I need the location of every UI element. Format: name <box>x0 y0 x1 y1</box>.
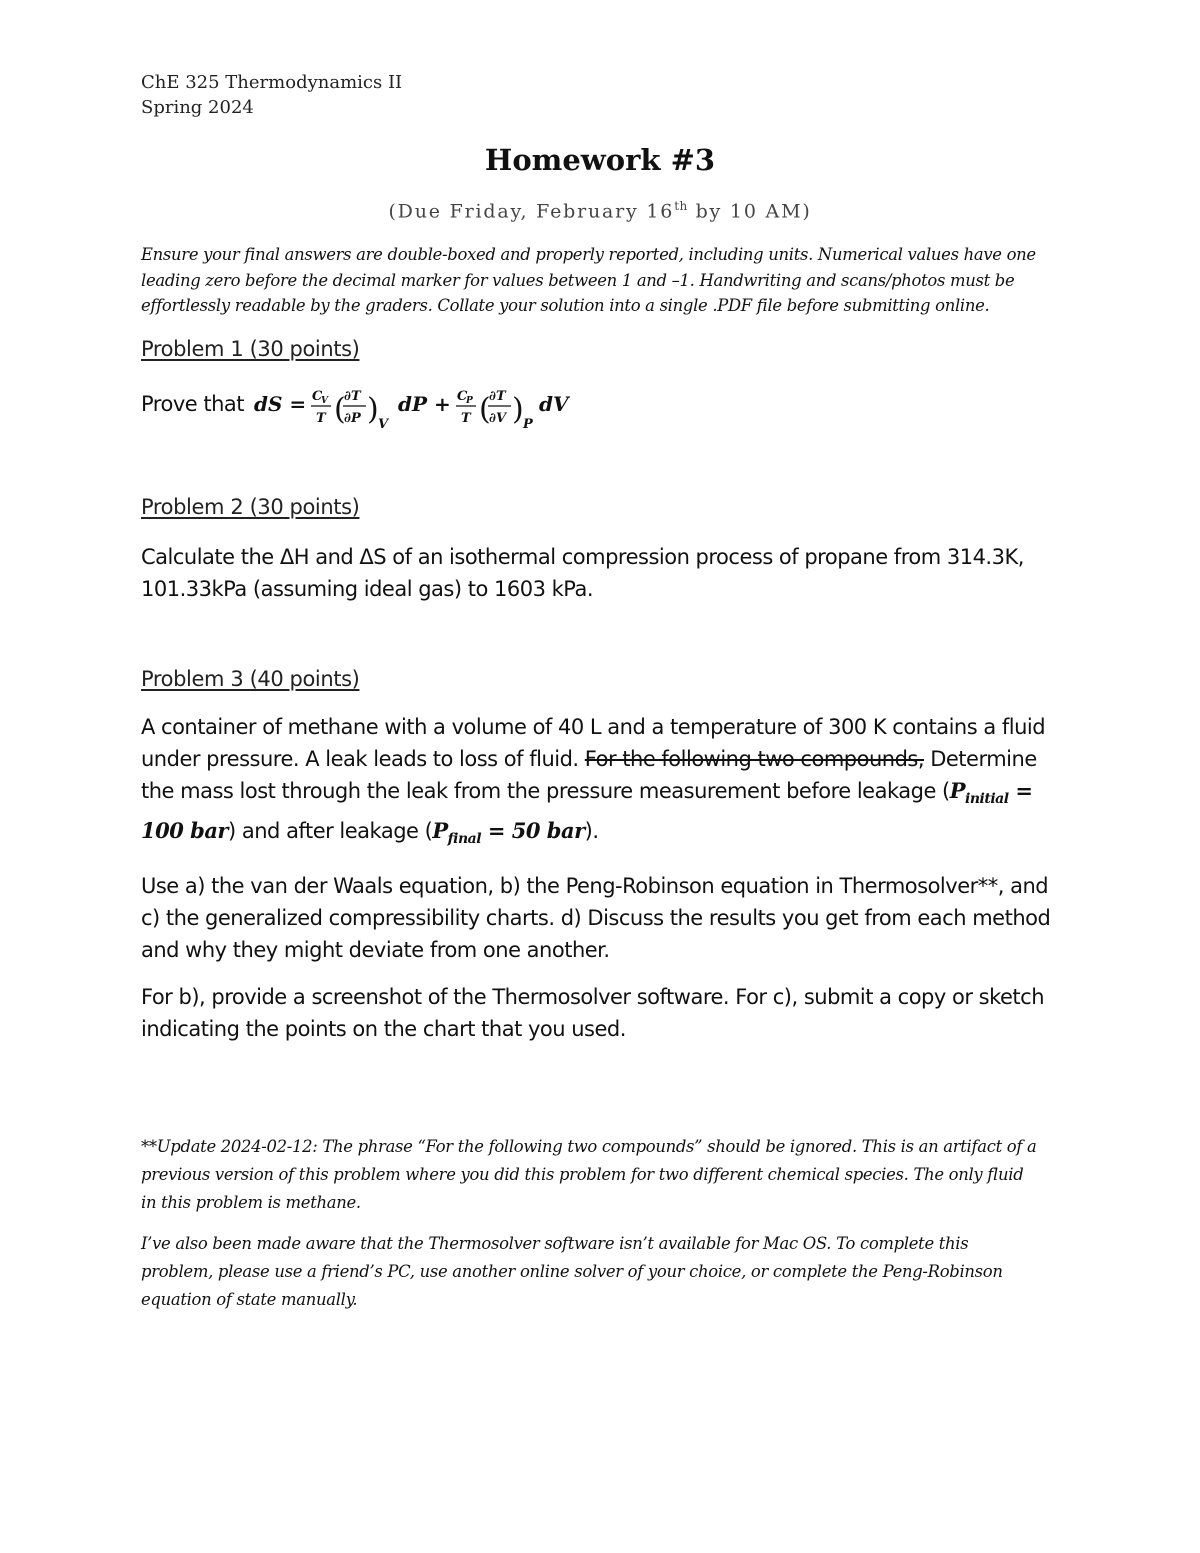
term: Spring 2024 <box>141 97 254 118</box>
v-subscript: V <box>378 417 389 432</box>
p-final-symbol: P <box>432 818 448 843</box>
cv-subscript: V <box>321 396 328 406</box>
problem-3-paragraph-1 <box>141 711 1071 855</box>
left-paren: ( <box>334 392 346 427</box>
dV-term: dV <box>539 392 569 416</box>
dV-denominator: ∂V <box>489 411 507 426</box>
entropy-equation <box>141 380 601 432</box>
update-note: **Update 2024-02-12: The phrase “For the following two compounds” should be ignored. This is an artifact of a previous version of this problem where you did this problem for two different chemical species. The only fluid in this problem is methane. <box>141 1137 1037 1212</box>
instructions: Ensure your final answers are double-boxed and properly reported, including units. Numerical values have one leading zero before the decimal marker for values between 1 and –1. Handwriting and scans/photos must be effortlessly readable by the graders. Collate your solution into a single .PDF file before submitting online. <box>141 245 1036 315</box>
problem-1-statement <box>141 380 601 432</box>
problem-2-text <box>141 541 1071 620</box>
p-initial-subscript: initial <box>965 791 1009 807</box>
page-title: Homework #3 <box>484 143 716 177</box>
t-denominator: T <box>461 411 471 426</box>
dP-term: dP + <box>398 392 451 416</box>
equation-lhs: dS = <box>254 392 307 416</box>
due-date-time: by 10 AM) <box>687 200 812 223</box>
dT-numerator: ∂T <box>489 389 506 404</box>
problem-3-task: Determine the mass lost through the leak from the pressure measurement before leakage ( <box>141 747 1037 803</box>
due-date-ordinal: th <box>674 199 688 213</box>
problem-1-heading: Problem 1 (30 points) <box>141 337 360 361</box>
problem-3-connector: ) and after leakage ( <box>228 819 433 843</box>
due-date-text: (Due Friday, February 16 <box>388 200 675 223</box>
course-name: ChE 325 Thermodynamics II <box>141 72 403 93</box>
t-denominator: T <box>316 411 326 426</box>
update-notes <box>141 1133 1041 1327</box>
cp-subscript: P <box>466 396 473 406</box>
problem-2-heading: Problem 2 (30 points) <box>141 495 360 519</box>
problem-3-paragraph-2: Use a) the van der Waals equation, b) the Peng-Robinson equation in Thermosolver**, and c) the generalized compressibility charts. d) Discuss the results you get from each method and why they might deviate from one another. <box>141 874 1051 962</box>
struck-phrase: For the following two compounds, <box>584 747 925 771</box>
p-final-subscript: final <box>447 831 482 847</box>
p-initial-symbol: P <box>949 778 966 803</box>
p-final-value: = 50 bar <box>481 818 585 843</box>
p-initial-value: = 100 bar <box>141 778 1033 843</box>
left-paren: ( <box>479 392 491 427</box>
right-paren: ) <box>512 392 524 427</box>
problem-3-paragraph-3: For b), provide a screenshot of the Thermosolver software. For c), submit a copy or sketch indicating the points on the chart that you used. <box>141 985 1045 1041</box>
problem-3-heading: Problem 3 (40 points) <box>141 667 360 691</box>
dP-denominator: ∂P <box>344 411 361 426</box>
problem-3-text <box>141 711 1071 1060</box>
due-date <box>0 199 1200 222</box>
problem-3-close: ). <box>584 819 599 843</box>
problem-3-intro: A container of methane with a volume of 40 L and a temperature of 300 K contains a fluid under pressure. A leak leads to loss of fluid. <box>141 715 1046 771</box>
problem-2-paragraph: Calculate the ΔH and ΔS of an isothermal compression process of propane from 314.3K, 101.33kPa (assuming ideal gas) to 1603 kPa. <box>141 545 1024 601</box>
cv-symbol: C <box>312 389 323 404</box>
cp-symbol: C <box>457 389 468 404</box>
dT-numerator: ∂T <box>344 389 361 404</box>
mac-os-note: I’ve also been made aware that the Thermosolver software isn’t available for Mac OS. To complete this problem, please use a friend’s PC, use another online solver of your choice, or complete the Peng-Robinson equation of state manually. <box>141 1234 1003 1309</box>
p-subscript: P <box>523 417 533 432</box>
right-paren: ) <box>367 392 379 427</box>
prove-label: Prove that <box>141 392 244 416</box>
